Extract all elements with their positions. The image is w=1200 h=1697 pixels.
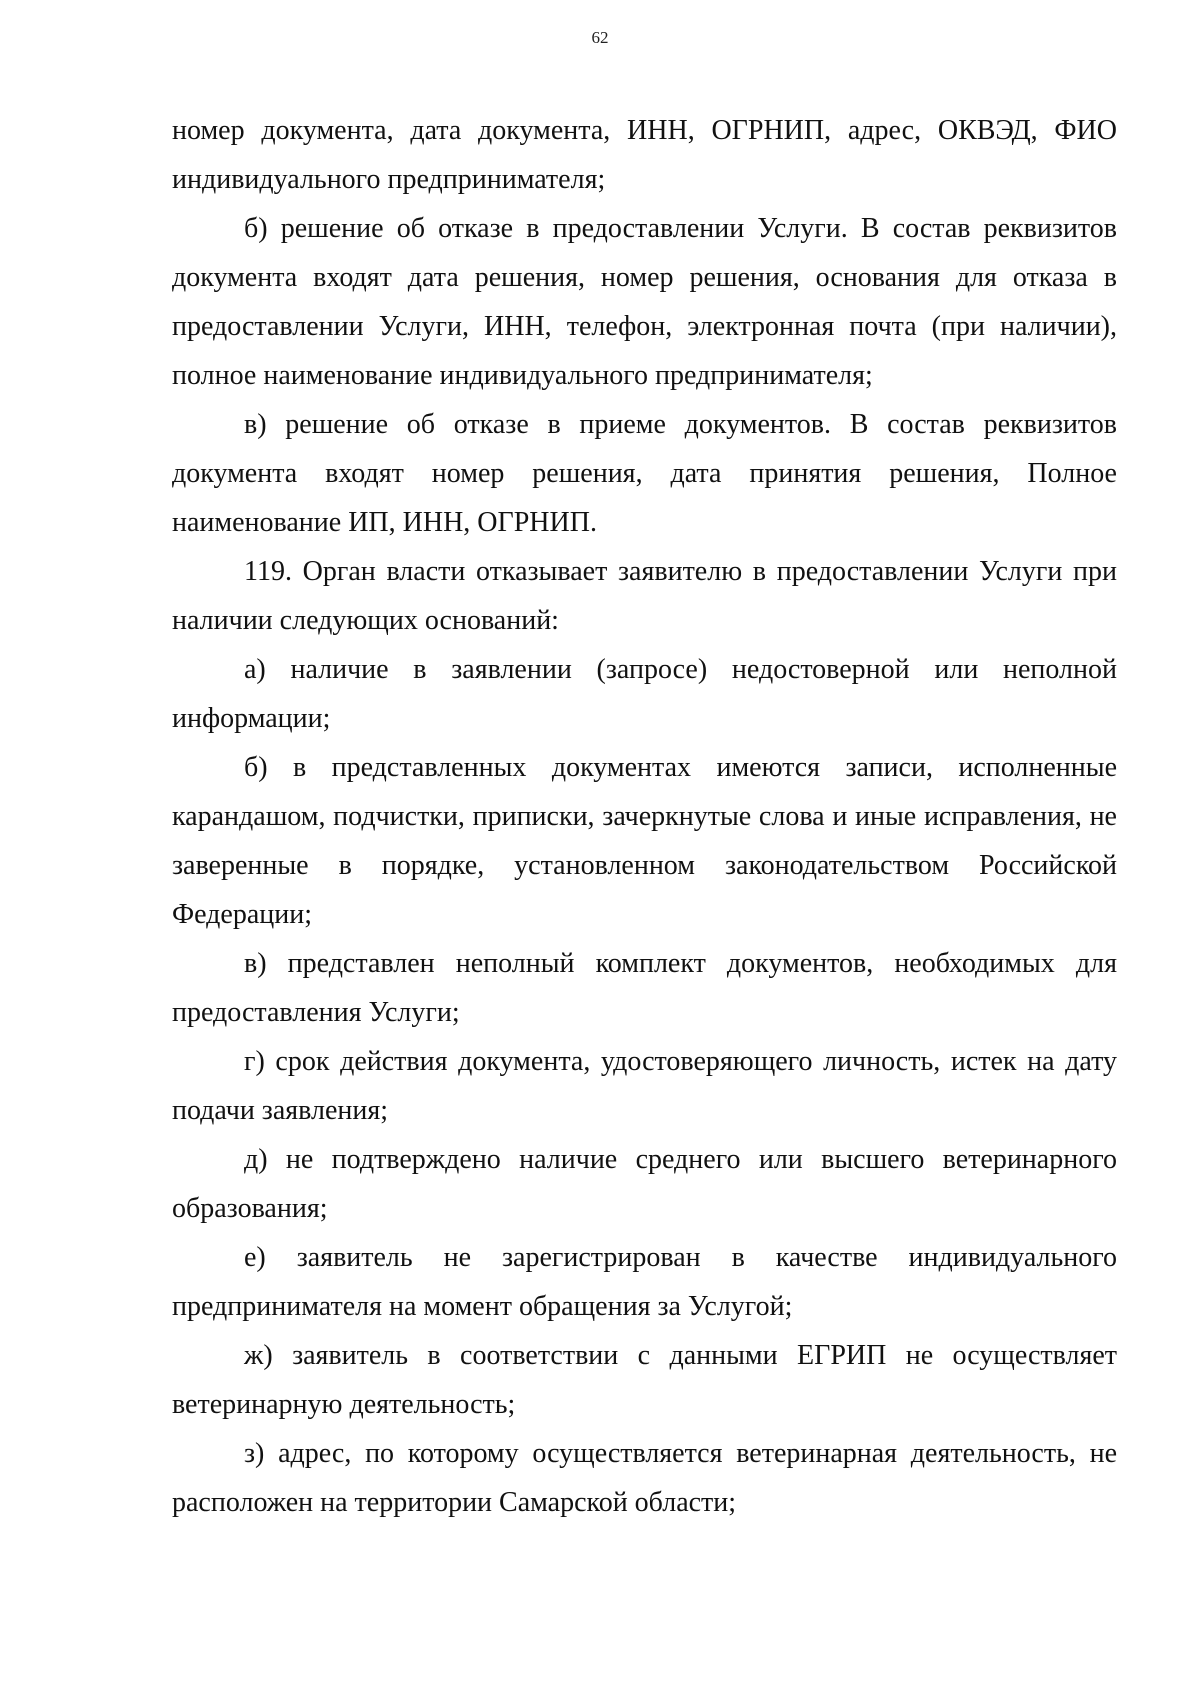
paragraph-continuation: номер документа, дата документа, ИНН, ОГРНИП, адрес, ОКВЭД, ФИО индивидуального предпринимателя; (172, 115, 1117, 195)
paragraph-item-v-document-refusal: в) решение об отказе в приеме документов. В состав реквизитов документа входят номер решения, дата принятия решения, Полное наименование ИП, ИНН, ОГРНИП. (172, 409, 1117, 538)
document-body (172, 106, 1117, 1527)
paragraph-ground-zh: ж) заявитель в соответствии с данными ЕГРИП не осуществляет ветеринарную деятельность; (172, 1340, 1117, 1420)
paragraph-ground-g: г) срок действия документа, удостоверяющего личность, истек на дату подачи заявления; (172, 1046, 1117, 1126)
paragraph-ground-b: б) в представленных документах имеются записи, исполненные карандашом, подчистки, приписки, зачеркнутые слова и иные исправления, не заверенные в порядке, установленном законодательством Российской Федерации; (172, 752, 1117, 930)
page-number: 62 (591, 28, 609, 47)
paragraph-clause-119: 119. Орган власти отказывает заявителю в предоставлении Услуги при наличии следующих оснований: (172, 556, 1117, 636)
paragraph-ground-z: з) адрес, по которому осуществляется ветеринарная деятельность, не расположен на территории Самарской области; (172, 1438, 1117, 1518)
paragraph-ground-e: е) заявитель не зарегистрирован в качестве индивидуального предпринимателя на момент обращения за Услугой; (172, 1242, 1117, 1322)
paragraph-ground-a: а) наличие в заявлении (запросе) недостоверной или неполной информации; (172, 654, 1117, 734)
paragraph-ground-d: д) не подтверждено наличие среднего или высшего ветеринарного образования; (172, 1144, 1117, 1224)
paragraph-ground-v: в) представлен неполный комплект документов, необходимых для предоставления Услуги; (172, 948, 1117, 1028)
paragraph-item-b-refusal-decision: б) решение об отказе в предоставлении Услуги. В состав реквизитов документа входят дата решения, номер решения, основания для отказа в предоставлении Услуги, ИНН, телефон, электронная почта (при наличии), полное наименование индивидуального предпринимателя; (172, 213, 1117, 391)
